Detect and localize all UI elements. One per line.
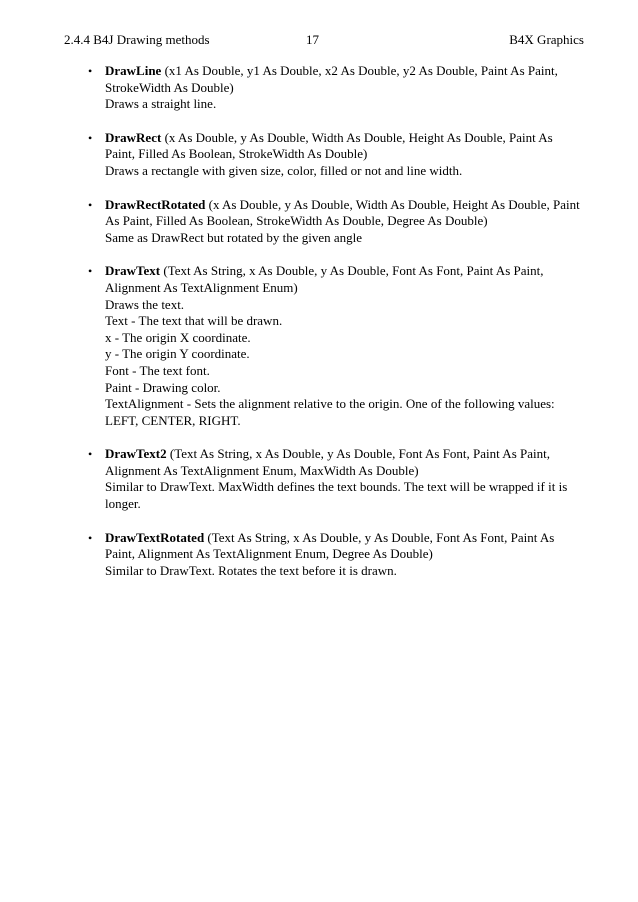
method-drawtextrotated (88, 530, 588, 580)
bullet-icon: • (88, 530, 93, 545)
method-signature: (Text As String, x As Double, y As Double, Font As Font, Paint As Paint, (166, 446, 550, 462)
method-name: DrawTextRotated (105, 529, 205, 545)
bullet-icon: • (88, 447, 93, 462)
method-name: DrawText (105, 263, 161, 279)
page-header (64, 32, 584, 50)
method-signature-cont: Alignment As TextAlignment Enum, MaxWidth As Double) (105, 462, 419, 478)
param-key: Paint - (105, 379, 143, 395)
param-line (105, 363, 588, 380)
method-drawtext2 (88, 446, 588, 512)
bullet-icon: • (88, 197, 93, 212)
param-key: Text - (105, 313, 139, 329)
param-text: The text that will be drawn. (138, 313, 283, 329)
method-signature-line (105, 530, 588, 547)
header-doc-title: B4X Graphics (509, 32, 584, 47)
method-description: Similar to DrawText. MaxWidth defines the text bounds. The text will be wrapped if it is (105, 479, 568, 495)
method-signature-line (105, 263, 588, 280)
param-key: TextAlignment - (105, 396, 195, 412)
method-signature-line (105, 63, 588, 80)
method-signature-line (105, 446, 588, 463)
method-signature: (x As Double, y As Double, Width As Double, Height As Double, Paint As (161, 129, 553, 145)
method-name: DrawRectRotated (105, 196, 206, 212)
method-drawrect (88, 130, 588, 180)
method-description: Same as DrawRect but rotated by the given angle (105, 229, 363, 245)
param-line (105, 346, 588, 363)
param-text: The origin Y coordinate. (122, 346, 250, 362)
methods-list (88, 63, 588, 596)
param-line (105, 313, 588, 330)
header-page-number: 17 (306, 32, 319, 47)
method-drawrectrotated (88, 197, 588, 247)
method-drawtext (88, 263, 588, 429)
method-signature: (Text As String, x As Double, y As Double, Font As Font, Paint As (204, 529, 555, 545)
alignment-values: LEFT, CENTER, RIGHT. (105, 412, 241, 428)
param-text: The origin X coordinate. (122, 329, 251, 345)
param-key: x - (105, 329, 123, 345)
param-line (105, 380, 588, 397)
method-name: DrawText2 (105, 446, 167, 462)
method-signature: (Text As String, x As Double, y As Double, Font As Font, Paint As Paint, (160, 263, 544, 279)
method-signature-line (105, 197, 588, 214)
bullet-icon: • (88, 130, 93, 145)
method-description: Draws a straight line. (105, 96, 217, 112)
param-line (105, 396, 588, 413)
method-name: DrawLine (105, 63, 162, 78)
method-signature-cont: As Paint, Filled As Boolean, StrokeWidth As Double, Degree As Double) (105, 213, 488, 229)
bullet-icon: • (88, 264, 93, 279)
method-signature-line (105, 130, 588, 147)
method-signature: (x As Double, y As Double, Width As Double, Height As Double, Paint (205, 196, 580, 212)
method-description-cont: longer. (105, 496, 141, 512)
header-section: 2.4.4 B4J Drawing methods (64, 32, 210, 47)
param-key: y - (105, 346, 123, 362)
param-line (105, 330, 588, 347)
method-signature-cont: StrokeWidth As Double) (105, 79, 234, 95)
method-drawline (88, 63, 588, 113)
method-description: Draws the text. (105, 296, 185, 312)
method-signature-cont: Alignment As TextAlignment Enum) (105, 279, 298, 295)
method-name: DrawRect (105, 129, 162, 145)
method-description: Similar to DrawText. Rotates the text before it is drawn. (105, 562, 397, 578)
bullet-icon: • (88, 64, 93, 78)
param-key: Font - (105, 362, 140, 378)
method-signature: (x1 As Double, y1 As Double, x2 As Double, y2 As Double, Paint As Paint, (161, 63, 558, 78)
method-description: Draws a rectangle with given size, color, filled or not and line width. (105, 162, 463, 178)
param-text: The text font. (139, 362, 210, 378)
method-signature-cont: Paint, Filled As Boolean, StrokeWidth As Double) (105, 146, 368, 162)
method-signature-cont: Paint, Alignment As TextAlignment Enum, Degree As Double) (105, 546, 433, 562)
param-text: Sets the alignment relative to the origin. One of the following values: (194, 396, 555, 412)
param-text: Drawing color. (142, 379, 221, 395)
